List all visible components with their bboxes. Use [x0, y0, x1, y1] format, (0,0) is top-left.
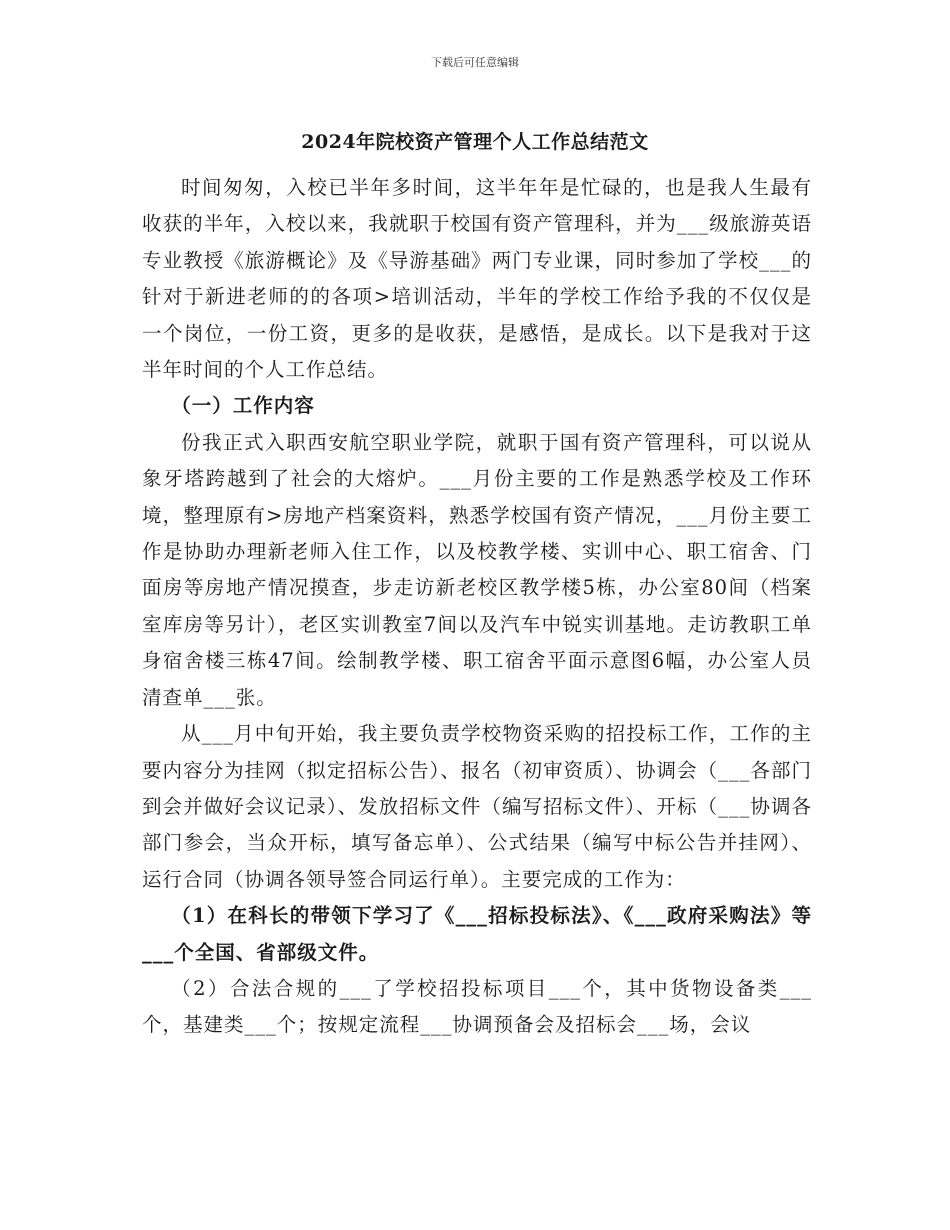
page-header-note: 下载后可任意编辑	[431, 56, 519, 69]
list-item-1: （1）在科长的带领下学习了《___招标投标法》、《___政府采购法》等___个全国、省部级文件。	[142, 904, 812, 964]
document-body	[142, 170, 812, 1044]
intro-paragraph: 时间匆匆，入校已半年多时间，这半年年是忙碌的，也是我人生最有收获的半年，入校以来，我就职于校国有资产管理科，并为___级旅游英语专业教授《旅游概论》及《导游基础》两门专业课，同时参加了学校___的针对于新进老师的的各项>培训活动，半年的学校工作给予我的不仅仅是一个岗位，一份工资，更多的是收获，是感悟，是成长。以下是我对于这半年时间的个人工作总结。	[142, 176, 812, 382]
procurement-paragraph: 从___月中旬开始，我主要负责学校物资采购的招投标工作，工作的主要内容分为挂网（拟定招标公告）、报名（初审资质）、协调会（___各部门到会并做好会议记录）、发放招标文件（编写招标文件）、开标（___协调各部门参会，当众开标，填写备忘单）、公式结果（编写中标公告并挂网）、运行合同（协调各领导签合同运行单）。主要完成的工作为：	[142, 722, 812, 891]
section-heading-work-content: （一）工作内容	[171, 394, 315, 418]
work-content-paragraph: 份我正式入职西安航空职业学院，就职于国有资产管理科，可以说从象牙塔跨越到了社会的大熔炉。___月份主要的工作是熟悉学校及工作环境，整理原有>房地产档案资料，熟悉学校国有资产情况，___月份主要工作是协助办理新老师入住工作，以及校教学楼、实训中心、职工宿舍、门面房等房地产情况摸查，步走访新老校区教学楼5栋，办公室80间（档案室库房等另计），老区实训教室7间以及汽车中锐实训基地。走访教职工单身宿舍楼三栋47间。绘制教学楼、职工宿舍平面示意图6幅，办公室人员清查单___张。	[142, 430, 812, 709]
list-item-2: （2）合法合规的___了学校招投标项目___个，其中货物设备类___个，基建类___个；按规定流程___协调预备会及招标会___场，会议	[142, 976, 812, 1037]
document-title: 2024年院校资产管理个人工作总结范文	[301, 131, 649, 153]
